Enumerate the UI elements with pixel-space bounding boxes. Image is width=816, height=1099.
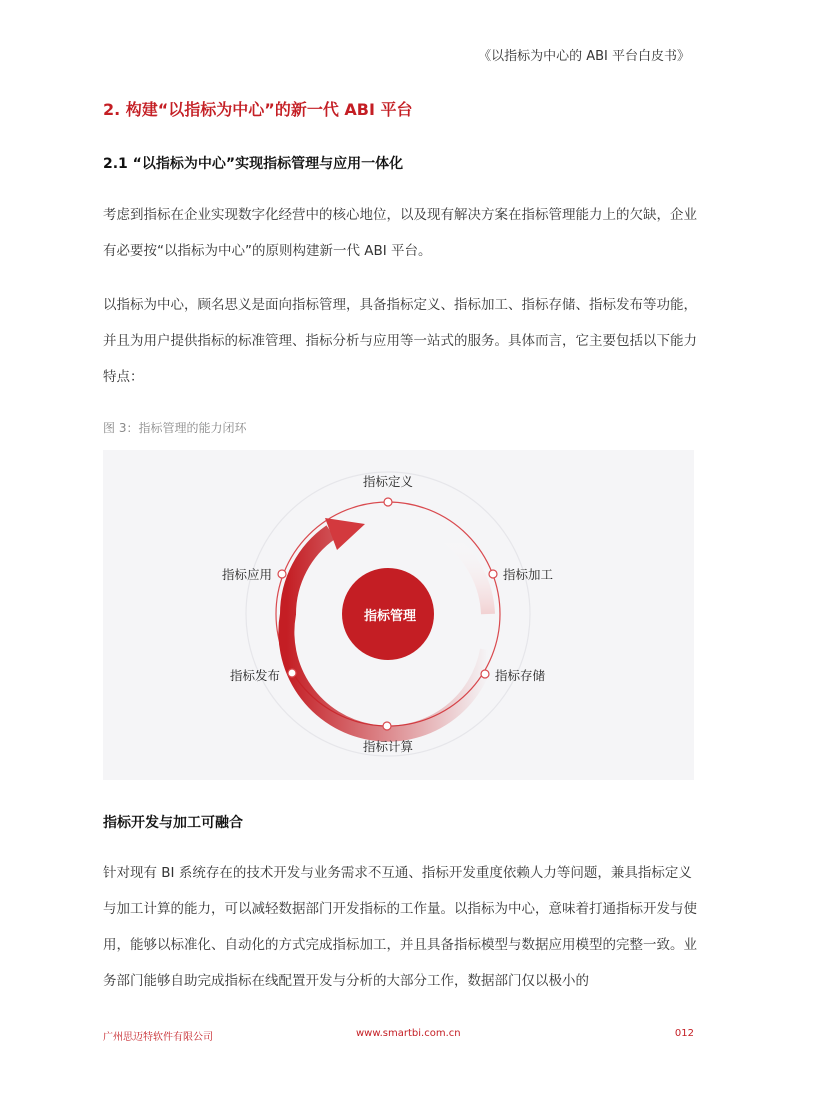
node-dot-right-upper: [489, 570, 497, 578]
node-dot-left-upper: [278, 570, 286, 578]
node-dot-left-lower: [288, 669, 296, 677]
paragraph-2: 以指标为中心，顾名思义是面向指标管理，具备指标定义、指标加工、指标存储、指标发布等功能，并且为用户提供指标的标准管理、指标分析与应用等一站式的服务。具体而言，它主要包括以下能力特点：: [103, 297, 697, 385]
node-dot-right-lower: [481, 670, 489, 678]
footer-page-number: 012: [674, 1028, 694, 1039]
node-label-right-upper: 指标加工: [503, 567, 554, 582]
node-dot-bottom: [383, 722, 391, 730]
capability-loop-figure: [103, 450, 694, 780]
faded-arc: [448, 538, 488, 614]
document-title: 《以指标为中心的 ABI 平台白皮书》: [478, 49, 690, 64]
node-dot-top: [384, 498, 392, 506]
footer-company: 广州思迈特软件有限公司: [103, 1032, 213, 1043]
node-label-left-upper: 指标应用: [222, 567, 273, 582]
section-heading: 2. 构建“以指标为中心”的新一代 ABI 平台: [103, 100, 413, 119]
node-label-top: 指标定义: [363, 474, 414, 489]
subsection-heading: 2.1 “以指标为中心”实现指标管理与应用一体化: [103, 156, 404, 172]
arc-arrow-head: [325, 518, 365, 550]
feature-paragraph: 针对现有 BI 系统存在的技术开发与业务需求不互通、指标开发重度依赖人力等问题，兼具指标定义与加工计算的能力，可以减轻数据部门开发指标的工作量。以指标为中心，意味着打通指标开发与使用，能够以标准化、自动化的方式完成指标加工，并且具备指标模型与数据应用模型的完整一致。业务部门能够自助完成指标在线配置开发与分析的大部分工作，数据部门仅以极小的: [103, 865, 697, 989]
feature-heading: 指标开发与加工可融合: [103, 815, 243, 831]
figure-caption: 图 3：指标管理的能力闭环: [103, 421, 247, 435]
footer-website[interactable]: www.smartbi.com.cn: [356, 1028, 461, 1039]
node-label-bottom: 指标计算: [363, 739, 414, 754]
node-label-right-lower: 指标存储: [495, 668, 546, 683]
node-label-left-lower: 指标发布: [230, 668, 281, 683]
center-label: 指标管理: [364, 609, 417, 624]
paragraph-1: 考虑到指标在企业实现数字化经营中的核心地位，以及现有解决方案在指标管理能力上的欠缺，企业有必要按“以指标为中心”的原则构建新一代 ABI 平台。: [103, 207, 697, 259]
